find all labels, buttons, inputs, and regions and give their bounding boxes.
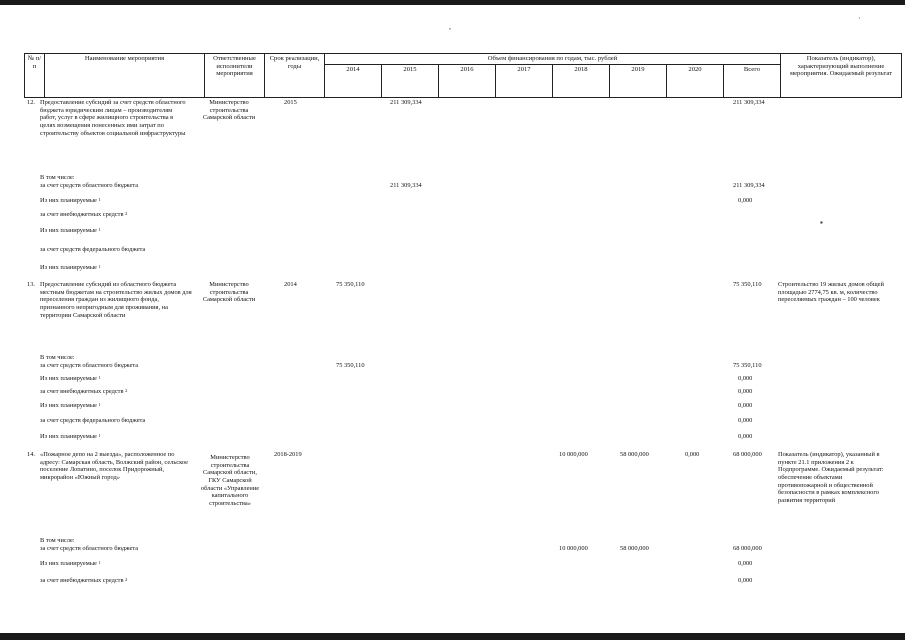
header-term: Срок реализации, годы <box>265 54 325 98</box>
row14-term: 2018-2019 <box>274 451 302 458</box>
row12-responsible: Министерство строительства Самарской области <box>202 99 256 122</box>
row12-planned-label: Из них планируемые $^1$ <box>40 197 101 204</box>
header-year: 2015 <box>382 65 439 98</box>
row14-extrabudget-label: за счет внебюджетных средств $^2$ <box>40 577 128 584</box>
row14-num: 14. <box>27 451 35 458</box>
header-responsible: Ответственные исполнители мероприятия <box>205 54 265 98</box>
row14-regional-2019: 58 000,000 <box>620 545 649 552</box>
row14-2018: 10 000,000 <box>559 451 588 458</box>
row12-planned-label: Из них планируемые $^1$ <box>40 227 101 234</box>
row14-extrabudget-total: 0,000 <box>738 577 753 584</box>
row13-planned-total: 0,000 <box>738 433 753 440</box>
row13-extrabudget-total: 0,000 <box>738 388 753 395</box>
row13-planned-total: 0,000 <box>738 375 753 382</box>
header-funding: Объем финансирования по годам, тыс. рублей <box>325 54 781 65</box>
row12-total: 211 309,334 <box>733 99 765 106</box>
row12-planned-label: Из них планируемые $^1$ <box>40 264 101 271</box>
row13-responsible: Министерство строительства Самарской области <box>202 281 256 304</box>
row13-extrabudget-label: за счет внебюджетных средств $^2$ <box>40 388 128 395</box>
scan-bottom-border <box>0 633 905 640</box>
scan-top-border <box>0 0 905 5</box>
row13-planned-label: Из них планируемые $^1$ <box>40 375 101 382</box>
row12-2015: 211 309,334 <box>390 99 422 106</box>
row13-planned-label: Из них планируемые $^1$ <box>40 433 101 440</box>
header-year: 2018 <box>553 65 610 98</box>
row13-term: 2014 <box>284 281 297 288</box>
header-num: № п/п <box>25 54 45 98</box>
header-year: 2020 <box>667 65 724 98</box>
header-year: 2014 <box>325 65 382 98</box>
header-indicator: Показатель (индикатор), характеризующий выполнение мероприятия. Ожидаемый результат <box>781 54 902 98</box>
row13-regional-total: 75 350,110 <box>733 362 762 369</box>
row12-regional-2015: 211 309,334 <box>390 182 422 189</box>
row14-planned-label: Из них планируемые $^1$ <box>40 560 101 567</box>
row13-planned-total: 0,000 <box>738 402 753 409</box>
row13-planned-label: Из них планируемые $^1$ <box>40 402 101 409</box>
row14-planned-total: 0,000 <box>738 560 753 567</box>
row12-planned-total: 0,000 <box>738 197 753 204</box>
header-year: 2019 <box>610 65 667 98</box>
row14-regional-label: за счет средств областного бюджета <box>40 545 139 552</box>
row13-incl-label: В том числе: <box>40 354 75 361</box>
row13-regional-label: за счет средств областного бюджета <box>40 362 139 369</box>
scan-speck: · <box>858 14 861 23</box>
row12-regional-label: за счет средств областного бюджета <box>40 182 139 189</box>
scan-speck: , <box>449 22 451 31</box>
row12-extrabudget-label: за счет внебюджетных средств $^2$ <box>40 211 128 218</box>
row13-regional-2014: 75 350,110 <box>336 362 365 369</box>
row13-name: Предоставление субсидий из областного бюджета местным бюджетам на строительство жилых домов для переселения граждан из жилищного фонда, признанного непригодным для проживания, на территории Самарской области <box>40 281 192 319</box>
row13-indicator: Строительство 19 жилых домов общей площадью 2774,75 кв. м, количество переселяемых граждан – 100 человек <box>778 281 884 304</box>
row13-federal-label: за счет средств федерального бюджета <box>40 417 146 424</box>
row12-term: 2015 <box>284 99 297 106</box>
row13-federal-total: 0,000 <box>738 417 753 424</box>
row13-num: 13. <box>27 281 35 288</box>
row14-2019: 58 000,000 <box>620 451 649 458</box>
row12-incl-label: В том числе: <box>40 174 75 181</box>
row14-regional-total: 68 000,000 <box>733 545 762 552</box>
header-year: 2016 <box>439 65 496 98</box>
row14-total: 68 000,000 <box>733 451 762 458</box>
row14-2020: 0,000 <box>685 451 700 458</box>
row13-total: 75 350,110 <box>733 281 762 288</box>
header-year: 2017 <box>496 65 553 98</box>
scan-speck: ▪ <box>820 218 823 227</box>
row14-name: «Пожарное депо на 2 выезда», расположенное по адресу: Самарская область, Волжский район, сельское поселение Лопатино, поселок Придорожный, микрорайон «Южный город» <box>40 451 189 482</box>
row13-2014: 75 350,110 <box>336 281 365 288</box>
header-name: Наименование мероприятия <box>45 54 205 98</box>
header-total: Всего <box>724 65 781 98</box>
row14-regional-2018: 10 000,000 <box>559 545 588 552</box>
row12-name: Предоставление субсидий за счет средств областного бюджета юридическим лицам – производителям работ, услуг в сфере жилищного строительства в целях возмещения понесенных ими затрат по строительству объектов социальной инфраструктуры <box>40 99 186 137</box>
row12-federal-label: за счет средств федерального бюджета <box>40 246 146 253</box>
row14-incl-label: В том числе: <box>40 537 75 544</box>
row12-regional-total: 211 309,334 <box>733 182 765 189</box>
row14-indicator: Показатель (индикатор), указанный в пункте 21.1 приложения 2 к Подпрограмме. Ожидаемый результат: обеспечение объектами противопожарной и общественной безопасности в рамках комплексного развития территорий <box>778 451 884 505</box>
row12-num: 12. <box>27 99 35 106</box>
row14-responsible: Министерство строительства Самарской области, ГКУ Самарской области «Управление капитального строительства» <box>200 454 260 508</box>
table-header <box>24 53 902 98</box>
